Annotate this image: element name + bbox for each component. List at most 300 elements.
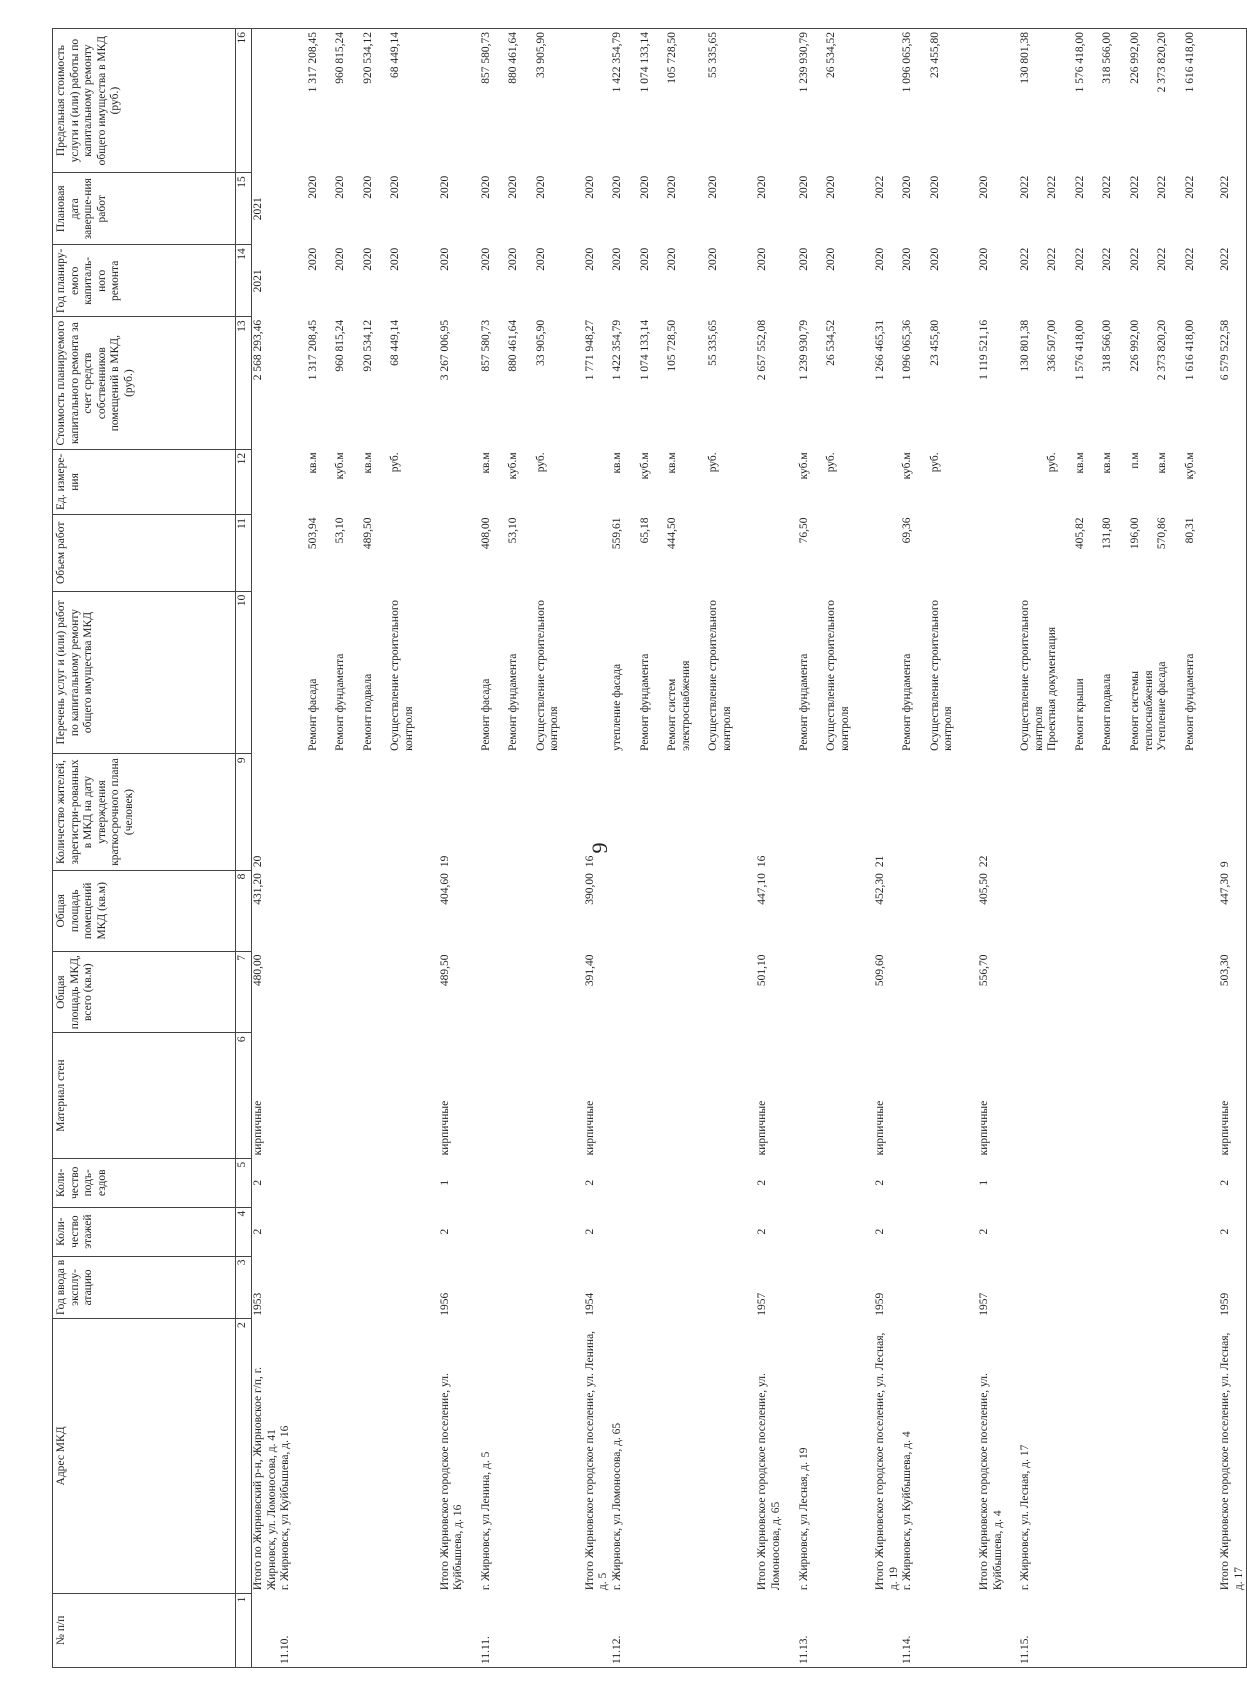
cell-unit: куб.м bbox=[1183, 452, 1196, 480]
cell-floors: 2 bbox=[1197, 1207, 1247, 1256]
col-number: 2 bbox=[236, 1319, 252, 1593]
cell-due-date: 2022 bbox=[874, 175, 887, 199]
page-number: 9 bbox=[587, 842, 612, 854]
cell-work: Осуществление строительного контроля bbox=[1019, 599, 1045, 751]
cell-unit: руб. bbox=[928, 452, 941, 473]
cell-address: г. Жирновск, ул Куйбышева, д. 4 bbox=[901, 1431, 914, 1591]
cell-due-date: 2020 bbox=[756, 175, 769, 199]
cell-address: г. Жирновск, ул Лесная, д. 19 bbox=[797, 1447, 810, 1591]
cell-limit-cost: 26 534,52 bbox=[811, 29, 852, 173]
col-header-unit: Ед. измере-ния bbox=[53, 449, 236, 514]
table-row-total bbox=[252, 29, 280, 1668]
cell-volume: 80,31 bbox=[1183, 517, 1196, 544]
cell-plan-year: 2021 bbox=[252, 269, 264, 293]
col-header-premises-area: Общая площадь помещений МКД (кв.м) bbox=[53, 870, 236, 951]
cell-wall: кирпичные bbox=[978, 1100, 990, 1156]
cell-limit-cost: 1 422 354,79 bbox=[611, 29, 625, 173]
cell-cost: 2 373 820,20 bbox=[1156, 319, 1169, 381]
cell-premises-area: 447,10 bbox=[756, 873, 769, 905]
cell-total-area: 391,40 bbox=[583, 954, 596, 987]
cell-limit-cost: 55 335,65 bbox=[693, 29, 734, 173]
cell-work: Утепление фасада bbox=[1156, 661, 1169, 751]
table-row-total bbox=[1197, 29, 1247, 1668]
cell-cost: 336 507,00 bbox=[1046, 319, 1059, 372]
cell-premises-area: 431,20 bbox=[252, 873, 264, 905]
col-header-year: Год ввода в эксплу-атацию bbox=[53, 1256, 236, 1319]
cell-year: 1957 bbox=[978, 1292, 990, 1316]
cell-volume: 196,00 bbox=[1128, 517, 1141, 550]
col-header-volume: Объем работ bbox=[53, 514, 236, 591]
cell-limit-cost: 1 096 065,36 bbox=[901, 29, 915, 173]
cell-wall: кирпичные bbox=[1197, 1033, 1247, 1159]
cell-work: Ремонт фундамента bbox=[901, 653, 914, 751]
col-header-wall: Материал стен bbox=[53, 1033, 236, 1159]
cell-volume: 131,80 bbox=[1101, 517, 1114, 550]
cell-volume: 53,10 bbox=[334, 517, 347, 544]
cell-entrances: 1 bbox=[978, 1179, 990, 1186]
col-header-residents: Количество жителей, зарегистри-рованных в МКД на дату утверждения краткосрочного плана (человек) bbox=[53, 754, 236, 870]
cell-cost: 1 074 133,14 bbox=[638, 319, 651, 381]
cell-due-date: 2022 bbox=[1101, 175, 1114, 199]
col-number: 1 bbox=[236, 1593, 252, 1667]
cell-work: Осуществление строительного контроля bbox=[534, 599, 561, 751]
col-number: 10 bbox=[236, 591, 252, 754]
cell-plan-year: 2020 bbox=[611, 247, 623, 271]
cell-residents: 21 bbox=[874, 855, 887, 868]
cell-address: г. Жирновск, ул. Лесная, д. 17 bbox=[1019, 1444, 1032, 1591]
col-header-num: № п/п bbox=[53, 1593, 236, 1667]
cell-limit-cost: 2 373 820,20 bbox=[1156, 29, 1170, 173]
cell-volume: 489,50 bbox=[361, 517, 374, 550]
cell-due-date: 2020 bbox=[534, 175, 547, 199]
cell-cost: 2 657 552,08 bbox=[756, 319, 769, 381]
cell-limit-cost: 68 449,14 bbox=[375, 29, 416, 173]
cell-year: 1956 bbox=[438, 1292, 451, 1316]
table-row-work bbox=[1087, 29, 1115, 1668]
cell-limit-cost: 23 455,80 bbox=[915, 29, 956, 173]
cell-cost: 130 801,38 bbox=[1019, 319, 1032, 372]
cell-due-date: 2020 bbox=[928, 175, 941, 199]
col-number: 3 bbox=[236, 1256, 252, 1319]
cell-cost: 960 815,24 bbox=[334, 319, 347, 372]
header-row bbox=[53, 29, 236, 1668]
cell-volume: 65,18 bbox=[638, 517, 651, 544]
cell-due-date: 2020 bbox=[479, 175, 492, 199]
table-row-work bbox=[1170, 29, 1198, 1668]
cell-volume: 503,94 bbox=[306, 517, 319, 550]
col-number: 16 bbox=[236, 29, 252, 173]
cell-plan-year: 2020 bbox=[928, 247, 941, 271]
cell-due-date: 2020 bbox=[334, 175, 347, 199]
cell-cost: 1 616 418,00 bbox=[1183, 319, 1196, 381]
cell-plan-year: 2020 bbox=[306, 247, 319, 271]
cell-plan-year: 2022 bbox=[1019, 247, 1032, 271]
cell-volume: 76,50 bbox=[797, 517, 810, 544]
cell-plan-year: 2020 bbox=[583, 247, 596, 271]
cell-work: Ремонт фасада bbox=[306, 678, 319, 751]
col-header-due-date: Плановая дата заверше-ния работ bbox=[53, 173, 236, 245]
col-header-plan-year: Год планиру-емого капиталь-ного ремонта bbox=[53, 245, 236, 317]
table-row-work bbox=[1156, 29, 1170, 1668]
table-row-total bbox=[417, 29, 466, 1668]
cell-plan-year: 2020 bbox=[507, 247, 520, 271]
cell-cost: 105 728,50 bbox=[666, 319, 679, 372]
cell-residents: 22 bbox=[978, 855, 990, 868]
cell-due-date: 2022 bbox=[1128, 175, 1141, 199]
cell-year: 1953 bbox=[252, 1292, 264, 1316]
cell-volume: 559,61 bbox=[611, 517, 623, 550]
cell-plan-year: 2020 bbox=[874, 247, 887, 271]
cell-cost: 2 568 293,46 bbox=[252, 319, 264, 381]
cell-num: 11.14. bbox=[901, 1593, 915, 1667]
cell-plan-year: 2020 bbox=[756, 247, 769, 271]
cell-unit: кв.м bbox=[611, 452, 623, 474]
cell-unit: руб. bbox=[825, 452, 838, 473]
col-header-works: Перечень услуг и (или) работ по капитальному ремонту общего имущества МКД bbox=[53, 591, 236, 754]
cell-entrances: 2 bbox=[583, 1179, 596, 1186]
cell-plan-year: 2022 bbox=[1128, 247, 1141, 271]
cell-volume: 408,00 bbox=[479, 517, 492, 550]
cell-address: Итого по Жирновский р-н, Жирновское г/п, г. Жирновск, ул. Ломоносова, д. 41 bbox=[252, 1366, 278, 1591]
cell-due-date: 2020 bbox=[507, 175, 520, 199]
cell-plan-year: 2020 bbox=[825, 247, 838, 271]
table-row-item bbox=[466, 29, 494, 1668]
cell-plan-year: 2020 bbox=[479, 247, 492, 271]
table-row-total bbox=[734, 29, 783, 1668]
column-number-row bbox=[236, 29, 252, 1668]
cell-due-date: 2020 bbox=[583, 175, 596, 199]
cell-cost: 23 455,80 bbox=[928, 319, 941, 366]
col-number: 9 bbox=[236, 754, 252, 870]
cell-cost: 1 422 354,79 bbox=[611, 319, 623, 381]
cell-work: Ремонт фундамента bbox=[797, 653, 810, 751]
cell-limit-cost: 1 074 133,14 bbox=[625, 29, 653, 173]
cell-num: 11.10. bbox=[279, 1593, 293, 1667]
cell-plan-year: 2020 bbox=[978, 247, 990, 271]
cell-volume: 69,36 bbox=[901, 517, 914, 544]
col-header-entrances: Коли-чество подъ-ездов bbox=[53, 1158, 236, 1207]
cell-cost: 68 449,14 bbox=[389, 319, 402, 366]
table-row-work bbox=[1046, 29, 1060, 1668]
table-row-item bbox=[901, 29, 915, 1668]
cell-entrances: 2 bbox=[874, 1179, 887, 1186]
cell-cost: 226 992,00 bbox=[1128, 319, 1141, 372]
cell-due-date: 2020 bbox=[389, 175, 402, 199]
cell-unit: кв.м bbox=[1073, 452, 1086, 474]
cell-cost: 6 579 522,58 bbox=[1197, 317, 1247, 450]
cell-unit: кв.м bbox=[1156, 452, 1169, 474]
cell-work: Ремонт фундамента bbox=[1183, 653, 1196, 751]
cell-cost: 318 566,00 bbox=[1101, 319, 1114, 372]
cell-wall: кирпичные bbox=[874, 1100, 887, 1156]
table-row-work bbox=[652, 29, 693, 1668]
capital-repair-table bbox=[52, 28, 1247, 1668]
cell-due-date: 2020 bbox=[978, 175, 990, 199]
cell-year: 1959 bbox=[1197, 1256, 1247, 1319]
table-row-work bbox=[811, 29, 852, 1668]
cell-plan-year: 2020 bbox=[666, 247, 679, 271]
col-number: 5 bbox=[236, 1158, 252, 1207]
cell-unit: куб.м bbox=[507, 452, 520, 480]
cell-limit-cost: 1 239 930,79 bbox=[784, 29, 812, 173]
cell-due-date: 2021 bbox=[252, 197, 264, 221]
table-row-item bbox=[279, 29, 293, 1668]
col-number: 15 bbox=[236, 173, 252, 245]
cell-premises-area: 452,30 bbox=[874, 873, 887, 905]
cell-total-area: 501,10 bbox=[756, 954, 769, 987]
cell-unit: куб.м bbox=[638, 452, 651, 480]
table-row-work bbox=[1115, 29, 1156, 1668]
cell-work: Осуществление строительного контроля bbox=[825, 599, 851, 751]
cell-cost: 1 576 418,00 bbox=[1073, 319, 1086, 381]
cell-plan-year: 2022 bbox=[1183, 247, 1196, 271]
col-number: 7 bbox=[236, 952, 252, 1033]
cell-address: г. Жирновск, ул Ломоносова, д. 65 bbox=[611, 1422, 623, 1591]
col-number: 11 bbox=[236, 514, 252, 591]
cell-entrances: 2 bbox=[1197, 1158, 1247, 1207]
rotated-table-area bbox=[52, 28, 1245, 1668]
cell-due-date: 2020 bbox=[438, 175, 451, 199]
table-row-item bbox=[1005, 29, 1046, 1668]
cell-total-area: 489,50 bbox=[438, 954, 451, 987]
cell-limit-cost: 920 534,12 bbox=[348, 29, 376, 173]
col-number: 12 bbox=[236, 449, 252, 514]
cell-residents: 20 bbox=[252, 855, 264, 868]
cell-unit: куб.м bbox=[797, 452, 810, 480]
cell-unit: руб. bbox=[389, 452, 402, 473]
cell-unit: куб.м bbox=[901, 452, 914, 480]
col-header-limit-cost: Предельная стоимость услуги и (или) работы по капитальному ремонту общего имущества в МКД (руб.) bbox=[53, 29, 236, 173]
cell-premises-area: 447,30 bbox=[1197, 870, 1247, 951]
cell-premises-area: 390,00 bbox=[583, 873, 596, 905]
cell-volume: 570,86 bbox=[1156, 517, 1169, 550]
col-header-address: Адрес МКД bbox=[53, 1319, 236, 1593]
cell-residents: 19 bbox=[438, 855, 451, 868]
cell-wall: кирпичные bbox=[252, 1100, 264, 1156]
cell-floors: 2 bbox=[583, 1228, 596, 1235]
cell-floors: 2 bbox=[978, 1228, 990, 1235]
table-row-work bbox=[293, 29, 321, 1668]
cell-limit-cost: 1 616 418,00 bbox=[1170, 29, 1198, 173]
cell-cost: 33 905,90 bbox=[534, 319, 547, 366]
cell-work: Ремонт фасада bbox=[479, 678, 492, 751]
cell-work: Ремонт фундамента bbox=[334, 653, 347, 751]
cell-total-area: 503,30 bbox=[1197, 952, 1247, 1033]
cell-limit-cost: 1 317 208,45 bbox=[293, 29, 321, 173]
cell-cost: 1 771 948,27 bbox=[583, 319, 596, 381]
cell-limit-cost: 880 461,64 bbox=[493, 29, 521, 173]
cell-plan-year: 2020 bbox=[438, 247, 451, 271]
cell-entrances: 1 bbox=[438, 1179, 451, 1186]
cell-year: 1957 bbox=[756, 1292, 769, 1316]
cell-due-date: 2020 bbox=[611, 175, 623, 199]
cell-premises-area: 404,60 bbox=[438, 873, 451, 905]
cell-num: 11.11. bbox=[466, 1593, 494, 1667]
cell-plan-year: 2022 bbox=[1197, 245, 1247, 317]
cell-plan-year: 2020 bbox=[334, 247, 347, 271]
table-row-total bbox=[852, 29, 901, 1668]
cell-num: 11.13. bbox=[784, 1593, 812, 1667]
cell-residents: 16 bbox=[583, 855, 596, 868]
cell-plan-year: 2020 bbox=[361, 247, 374, 271]
cell-cost: 1 096 065,36 bbox=[901, 319, 914, 381]
cell-plan-year: 2020 bbox=[534, 247, 547, 271]
table-row-work bbox=[320, 29, 348, 1668]
cell-due-date: 2020 bbox=[797, 175, 810, 199]
cell-address: Итого Жирновское городское поселение, ул. Ленина, д. 5 bbox=[583, 1330, 610, 1591]
col-number: 6 bbox=[236, 1033, 252, 1159]
cell-work: Осуществление строительного контроля bbox=[928, 599, 955, 751]
cell-due-date: 2022 bbox=[1046, 175, 1059, 199]
cell-work: Ремонт подвала bbox=[361, 673, 374, 751]
cell-address: Итого Жирновское городское поселение, ул. Ломоносова, д. 65 bbox=[756, 1373, 782, 1591]
cell-total-area: 480,00 bbox=[252, 954, 264, 987]
cell-unit: куб.м bbox=[334, 452, 347, 480]
cell-work: Ремонт крыши bbox=[1073, 678, 1086, 751]
cell-plan-year: 2022 bbox=[1046, 247, 1059, 271]
cell-work: Ремонт системы теплоснабжения bbox=[1128, 670, 1155, 751]
cell-work: Ремонт подвала bbox=[1101, 673, 1114, 751]
col-header-floors: Коли-чество этажей bbox=[53, 1207, 236, 1256]
cell-cost: 55 335,65 bbox=[707, 319, 720, 366]
cell-residents: 9 bbox=[1197, 754, 1247, 870]
cell-work: Осуществление строительного контроля bbox=[389, 599, 415, 751]
cell-unit: руб. bbox=[534, 452, 547, 473]
cell-year: 1959 bbox=[874, 1292, 887, 1316]
cell-address: Итого Жирновское городское поселение, ул. Куйбышева, д. 16 bbox=[438, 1373, 465, 1591]
table-row-work bbox=[493, 29, 521, 1668]
cell-limit-cost: 1 576 418,00 bbox=[1060, 29, 1088, 173]
cell-due-date: 2020 bbox=[666, 175, 679, 199]
cell-num: 11.15. bbox=[1005, 1593, 1046, 1667]
cell-wall: кирпичные bbox=[756, 1100, 769, 1156]
cell-unit: кв.м bbox=[306, 452, 319, 474]
cell-unit: руб. bbox=[1046, 452, 1059, 473]
col-header-total-area: Общая площадь МКД, всего (кв.м) bbox=[53, 952, 236, 1033]
cell-due-date: 2022 bbox=[1156, 175, 1169, 199]
cell-plan-year: 2022 bbox=[1101, 247, 1114, 271]
cell-work: Ремонт систем электроснабжения bbox=[666, 660, 692, 751]
cell-unit: кв.м bbox=[479, 452, 492, 474]
cell-limit-cost: 130 801,38 bbox=[1005, 29, 1046, 173]
cell-due-date: 2020 bbox=[361, 175, 374, 199]
cell-plan-year: 2022 bbox=[1156, 247, 1169, 271]
cell-volume: 405,82 bbox=[1073, 517, 1086, 550]
cell-limit-cost: 318 566,00 bbox=[1087, 29, 1115, 173]
cell-plan-year: 2020 bbox=[901, 247, 914, 271]
cell-volume: 53,10 bbox=[507, 517, 520, 544]
table-row-work bbox=[915, 29, 956, 1668]
cell-unit: кв.м bbox=[361, 452, 374, 474]
cell-unit: кв.м bbox=[666, 452, 679, 474]
cell-entrances: 2 bbox=[252, 1179, 264, 1186]
table-row-work bbox=[375, 29, 416, 1668]
cell-floors: 2 bbox=[756, 1228, 769, 1235]
col-number: 4 bbox=[236, 1207, 252, 1256]
cell-address: г. Жирновск, ул Ленина, д. 5 bbox=[479, 1451, 492, 1591]
cell-cost: 1 119 521,16 bbox=[978, 319, 990, 380]
cell-wall: кирпичные bbox=[583, 1100, 596, 1156]
cell-plan-year: 2020 bbox=[389, 247, 402, 271]
cell-cost: 3 267 006,95 bbox=[438, 319, 451, 381]
cell-work: Проектная документация bbox=[1046, 626, 1059, 751]
cell-residents: 16 bbox=[756, 855, 769, 868]
table-row-work bbox=[348, 29, 376, 1668]
cell-unit: п.м bbox=[1128, 452, 1141, 469]
cell-due-date: 2020 bbox=[638, 175, 651, 199]
cell-work: Ремонт фундамента bbox=[507, 653, 520, 751]
cell-unit: руб. bbox=[707, 452, 720, 473]
table-row-work bbox=[625, 29, 653, 1668]
cell-volume: 444,50 bbox=[666, 517, 679, 550]
cell-due-date: 2020 bbox=[306, 175, 319, 199]
cell-unit: кв.м bbox=[1101, 452, 1114, 474]
cell-limit-cost: 960 815,24 bbox=[320, 29, 348, 173]
cell-cost: 1 266 465,31 bbox=[874, 319, 887, 381]
cell-cost: 920 534,12 bbox=[361, 319, 374, 372]
table-row-work bbox=[693, 29, 734, 1668]
cell-plan-year: 2022 bbox=[1073, 247, 1086, 271]
cell-address: Итого Жирновское городское поселение, ул. Куйбышева, д. 4 bbox=[978, 1373, 1004, 1591]
cell-cost: 1 239 930,79 bbox=[797, 319, 810, 381]
cell-due-date: 2020 bbox=[825, 175, 838, 199]
col-number: 8 bbox=[236, 870, 252, 951]
cell-num: 11.12. bbox=[611, 1593, 625, 1667]
cell-due-date: 2022 bbox=[1073, 175, 1086, 199]
cell-address: Итого Жирновское городское поселение, ул. Лесная, д. 19 bbox=[874, 1332, 900, 1591]
cell-work: утепление фасада bbox=[611, 663, 623, 751]
cell-due-date: 2020 bbox=[707, 175, 720, 199]
cell-work: Ремонт фундамента bbox=[638, 653, 651, 751]
col-header-cost: Стоимость планируемого капитального ремонта за счет средств собственников помещений в МКД, (руб.) bbox=[53, 317, 236, 450]
cell-due-date: 2022 bbox=[1183, 175, 1196, 199]
cell-due-date: 2022 bbox=[1019, 175, 1032, 199]
cell-address: Итого Жирновское городское поселение, ул. Лесная, д. 17 bbox=[1197, 1319, 1247, 1593]
cell-cost: 26 534,52 bbox=[825, 319, 838, 366]
cell-floors: 2 bbox=[252, 1228, 264, 1235]
table-row-work bbox=[1060, 29, 1088, 1668]
col-number: 13 bbox=[236, 317, 252, 450]
cell-floors: 2 bbox=[874, 1228, 887, 1235]
col-number: 14 bbox=[236, 245, 252, 317]
cell-limit-cost: 33 905,90 bbox=[521, 29, 562, 173]
cell-plan-year: 2020 bbox=[638, 247, 651, 271]
cell-total-area: 509,60 bbox=[874, 954, 887, 987]
table-row-item bbox=[784, 29, 812, 1668]
table-row-total bbox=[562, 29, 611, 1668]
cell-address: г. Жирновск, ул Куйбышева, д. 16 bbox=[279, 1425, 292, 1591]
table-row-total bbox=[956, 29, 1005, 1668]
cell-work: Осуществление строительного контроля bbox=[707, 599, 733, 751]
cell-wall: кирпичные bbox=[438, 1100, 451, 1156]
cell-entrances: 2 bbox=[756, 1179, 769, 1186]
table-row-work bbox=[521, 29, 562, 1668]
cell-plan-year: 2020 bbox=[707, 247, 720, 271]
cell-cost: 880 461,64 bbox=[507, 319, 520, 372]
cell-due-date: 2022 bbox=[1197, 173, 1247, 245]
table-row-item bbox=[611, 29, 625, 1668]
cell-total-area: 556,70 bbox=[978, 954, 990, 987]
cell-cost: 857 580,73 bbox=[479, 319, 492, 372]
cell-plan-year: 2020 bbox=[797, 247, 810, 271]
cell-cost: 1 317 208,45 bbox=[306, 319, 319, 381]
cell-limit-cost: 857 580,73 bbox=[466, 29, 494, 173]
cell-due-date: 2020 bbox=[901, 175, 914, 199]
cell-limit-cost: 226 992,00 bbox=[1115, 29, 1156, 173]
cell-floors: 2 bbox=[438, 1228, 451, 1235]
cell-premises-area: 405,50 bbox=[978, 873, 990, 905]
cell-year: 1954 bbox=[583, 1292, 596, 1316]
